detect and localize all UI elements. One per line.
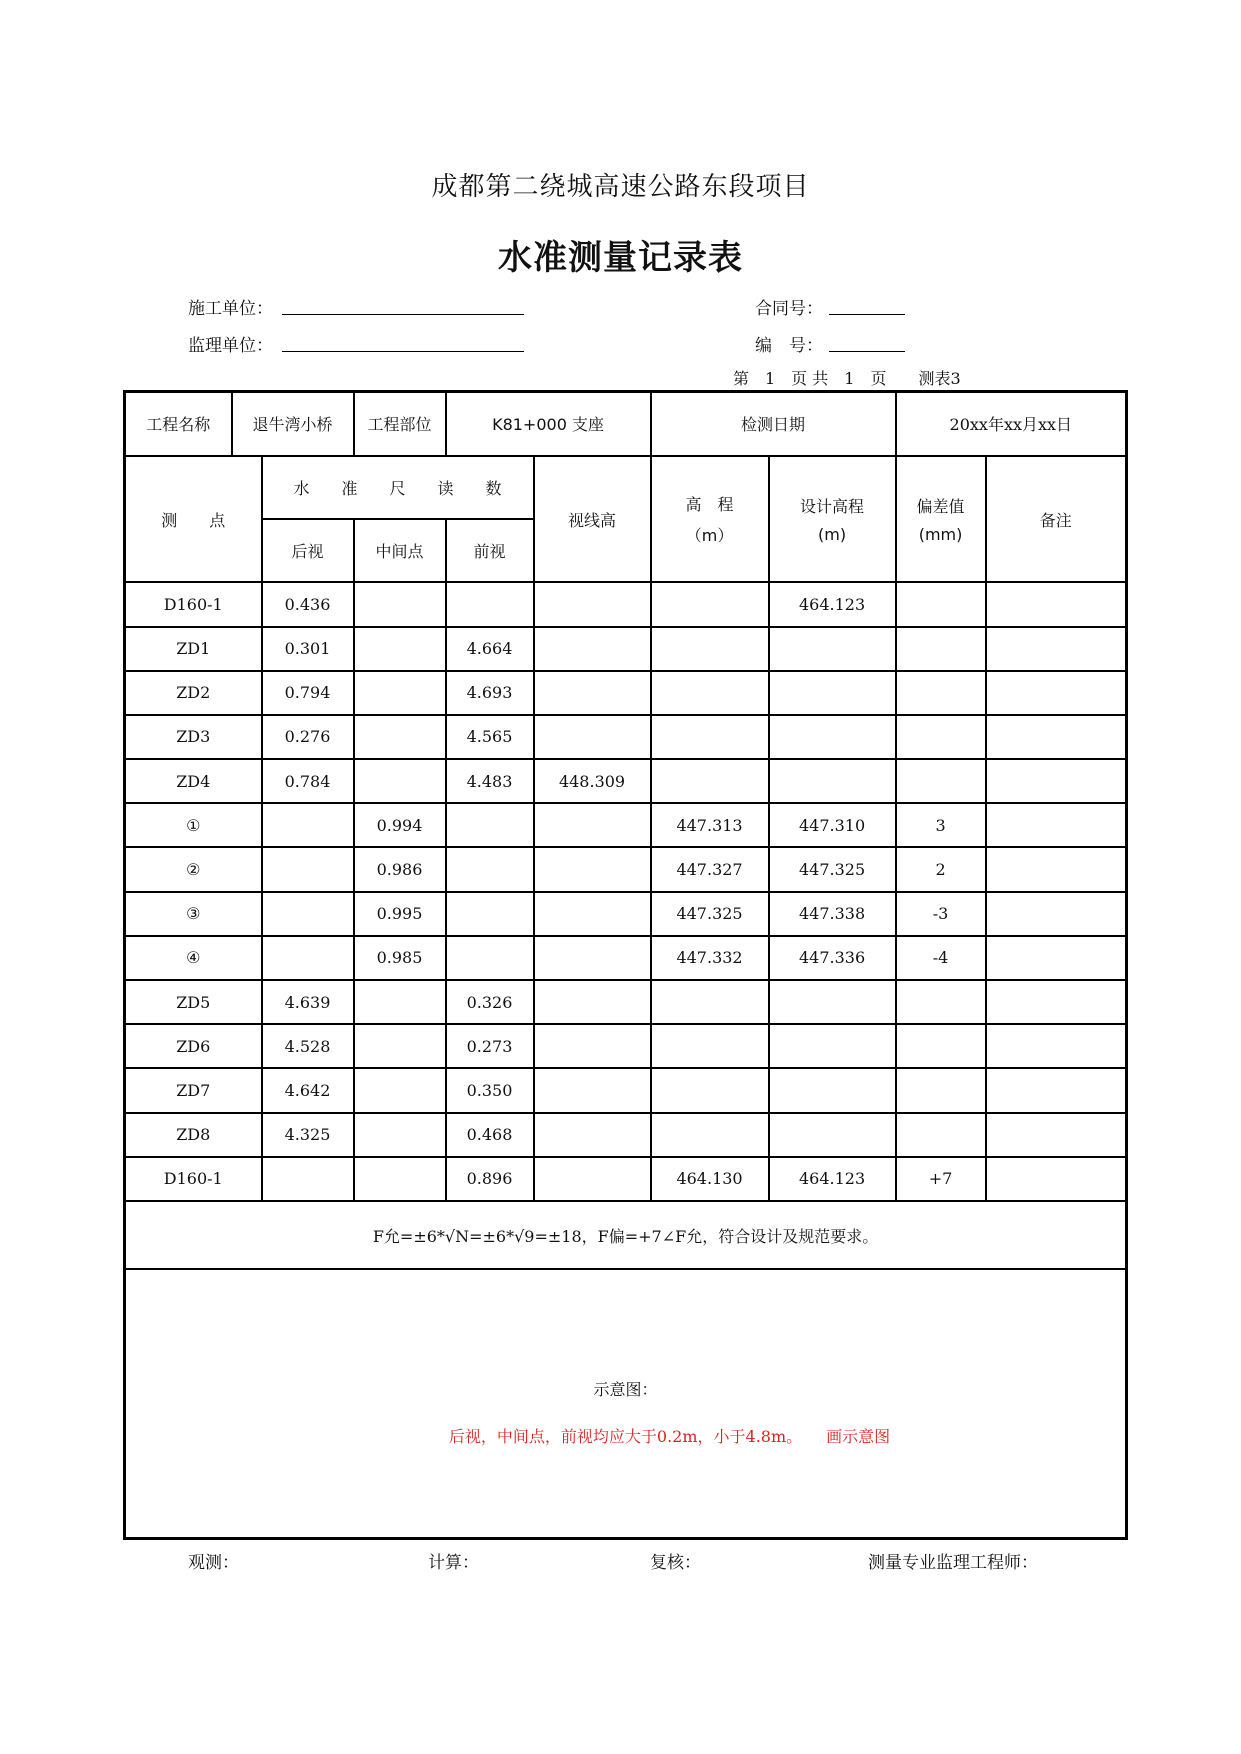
cell-intermediate (354, 671, 446, 715)
cell-deviation (896, 980, 986, 1024)
cell-elevation (651, 715, 769, 759)
cell-line-of-sight (534, 1113, 651, 1157)
cell-intermediate: 0.985 (354, 936, 446, 980)
cell-line-of-sight (534, 847, 651, 891)
cell-point: ZD3 (125, 715, 262, 759)
table-row (125, 1068, 1127, 1112)
col-elevation-label: 高 程 (685, 495, 734, 515)
cell-elevation: 447.325 (651, 892, 769, 936)
cell-elevation (651, 671, 769, 715)
cell-remark (986, 936, 1127, 980)
table-row (125, 627, 1127, 671)
cell-point: ZD1 (125, 627, 262, 671)
cell-remark (986, 980, 1127, 1024)
cell-remark (986, 803, 1127, 847)
cell-backsight: 4.528 (262, 1024, 354, 1068)
cell-elevation: 447.327 (651, 847, 769, 891)
table-row (125, 1113, 1127, 1157)
date-value: 20xx年xx月xx日 (896, 392, 1127, 456)
cell-intermediate: 0.986 (354, 847, 446, 891)
construction-unit-label: 施工单位： (188, 299, 273, 319)
cell-line-of-sight (534, 980, 651, 1024)
cell-foresight (446, 582, 534, 626)
col-level-reading: 水 准 尺 读 数 (262, 456, 534, 519)
cell-deviation (896, 715, 986, 759)
page-info: 第 1 页 共 1 页 测表3 (733, 369, 961, 388)
cell-intermediate: 0.994 (354, 803, 446, 847)
cell-remark (986, 892, 1127, 936)
cell-line-of-sight (534, 936, 651, 980)
cell-line-of-sight (534, 627, 651, 671)
cell-deviation: 3 (896, 803, 986, 847)
sketch-note: 后视，中间点，前视均应大于0.2m，小于4.8m。 画示意图 (448, 1426, 891, 1446)
cell-foresight: 0.273 (446, 1024, 534, 1068)
cell-deviation: -4 (896, 936, 986, 980)
cell-remark (986, 582, 1127, 626)
cell-backsight: 4.642 (262, 1068, 354, 1112)
cell-deviation (896, 582, 986, 626)
table-row (125, 715, 1127, 759)
cell-remark (986, 847, 1127, 891)
cell-design-elevation: 447.338 (769, 892, 896, 936)
cell-remark (986, 671, 1127, 715)
table-row (125, 892, 1127, 936)
cell-line-of-sight (534, 1157, 651, 1201)
cell-design-elevation: 464.123 (769, 1157, 896, 1201)
project-name-label: 工程名称 (125, 392, 232, 456)
cell-deviation: 2 (896, 847, 986, 891)
cell-line-of-sight (534, 892, 651, 936)
cell-backsight: 0.301 (262, 627, 354, 671)
project-name-value: 退牛湾小桥 (232, 392, 354, 456)
col-remark: 备注 (986, 456, 1127, 583)
calculator-signature-label: 计算： (428, 1553, 479, 1573)
date-label: 检测日期 (651, 392, 896, 456)
cell-backsight: 4.325 (262, 1113, 354, 1157)
cell-elevation (651, 1024, 769, 1068)
supervision-unit-label: 监理单位： (188, 336, 273, 356)
cell-deviation (896, 1024, 986, 1068)
cell-backsight (262, 936, 354, 980)
cell-backsight (262, 1157, 354, 1201)
cell-line-of-sight (534, 1068, 651, 1112)
serial-no-field[interactable] (829, 331, 905, 352)
cell-elevation: 447.313 (651, 803, 769, 847)
cell-point: D160-1 (125, 582, 262, 626)
part-value: K81+000 支座 (446, 392, 651, 456)
col-design-elevation-unit: (m) (818, 525, 847, 545)
cell-line-of-sight (534, 1024, 651, 1068)
cell-point: ZD8 (125, 1113, 262, 1157)
cell-design-elevation: 447.336 (769, 936, 896, 980)
cell-backsight: 0.436 (262, 582, 354, 626)
cell-deviation (896, 627, 986, 671)
serial-no-label: 编 号： (755, 336, 823, 356)
sketch-label: 示意图： (593, 1379, 658, 1399)
cell-design-elevation: 447.310 (769, 803, 896, 847)
cell-intermediate (354, 582, 446, 626)
cell-intermediate (354, 1024, 446, 1068)
cell-foresight: 0.326 (446, 980, 534, 1024)
cell-point: ZD5 (125, 980, 262, 1024)
cell-foresight: 4.565 (446, 715, 534, 759)
column-header-row-1 (125, 456, 1127, 519)
cell-line-of-sight (534, 671, 651, 715)
observer-signature-label: 观测： (188, 1553, 239, 1573)
cell-design-elevation (769, 715, 896, 759)
table-row (125, 980, 1127, 1024)
cell-point: ③ (125, 892, 262, 936)
cell-design-elevation: 464.123 (769, 582, 896, 626)
cell-deviation (896, 759, 986, 803)
cell-foresight: 4.693 (446, 671, 534, 715)
sketch-row (125, 1269, 1127, 1538)
closure-formula: F允=±6*√N=±6*√9=±18，F偏=+7∠F允，符合设计及规范要求。 (125, 1201, 1127, 1269)
cell-design-elevation (769, 1113, 896, 1157)
cell-backsight (262, 803, 354, 847)
cell-elevation (651, 980, 769, 1024)
cell-elevation: 464.130 (651, 1157, 769, 1201)
cell-deviation (896, 1113, 986, 1157)
col-intermediate: 中间点 (354, 519, 446, 582)
cell-backsight: 4.639 (262, 980, 354, 1024)
table-row (125, 671, 1127, 715)
cell-deviation (896, 671, 986, 715)
table-row (125, 803, 1127, 847)
cell-intermediate (354, 715, 446, 759)
checker-signature-label: 复核： (650, 1553, 701, 1573)
engineer-signature-label: 测量专业监理工程师： (868, 1553, 1038, 1573)
document-title: 水准测量记录表 (498, 238, 743, 278)
cell-intermediate (354, 1157, 446, 1201)
cell-line-of-sight: 448.309 (534, 759, 651, 803)
cell-point: ① (125, 803, 262, 847)
cell-point: D160-1 (125, 1157, 262, 1201)
cell-line-of-sight (534, 803, 651, 847)
cell-foresight (446, 847, 534, 891)
data-rows (125, 582, 1127, 1201)
cell-elevation (651, 759, 769, 803)
cell-foresight: 0.896 (446, 1157, 534, 1201)
cell-design-elevation (769, 1024, 896, 1068)
part-label: 工程部位 (354, 392, 446, 456)
cell-foresight (446, 936, 534, 980)
col-point: 测 点 (125, 456, 262, 583)
project-title: 成都第二绕城高速公路东段项目 (431, 172, 810, 202)
contract-no-field[interactable] (829, 294, 905, 315)
cell-line-of-sight (534, 715, 651, 759)
cell-intermediate (354, 759, 446, 803)
cell-foresight: 4.664 (446, 627, 534, 671)
table-row (125, 1157, 1127, 1201)
col-design-elevation (769, 456, 896, 583)
cell-design-elevation: 447.325 (769, 847, 896, 891)
cell-elevation (651, 1068, 769, 1112)
cell-point: ② (125, 847, 262, 891)
col-deviation-unit: (mm) (918, 525, 963, 545)
cell-elevation (651, 627, 769, 671)
table-row (125, 847, 1127, 891)
cell-point: ④ (125, 936, 262, 980)
cell-point: ZD7 (125, 1068, 262, 1112)
cell-intermediate (354, 627, 446, 671)
col-elevation (651, 456, 769, 583)
cell-design-elevation (769, 980, 896, 1024)
cell-remark (986, 1113, 1127, 1157)
construction-unit-field[interactable] (282, 294, 524, 315)
cell-point: ZD4 (125, 759, 262, 803)
col-line-of-sight: 视线高 (534, 456, 651, 583)
cell-foresight: 0.468 (446, 1113, 534, 1157)
cell-backsight: 0.784 (262, 759, 354, 803)
cell-remark (986, 759, 1127, 803)
col-deviation-label: 偏差值 (916, 497, 965, 517)
table-row (125, 759, 1127, 803)
cell-foresight: 4.483 (446, 759, 534, 803)
cell-point: ZD6 (125, 1024, 262, 1068)
cell-backsight (262, 892, 354, 936)
supervision-unit-field[interactable] (282, 331, 524, 352)
table-row (125, 582, 1127, 626)
cell-remark (986, 1068, 1127, 1112)
cell-elevation (651, 582, 769, 626)
cell-backsight: 0.794 (262, 671, 354, 715)
cell-design-elevation (769, 627, 896, 671)
cell-remark (986, 627, 1127, 671)
contract-no-label: 合同号： (755, 299, 823, 319)
leveling-record-table (123, 390, 1128, 1540)
col-design-elevation-label: 设计高程 (800, 497, 865, 517)
cell-remark (986, 715, 1127, 759)
col-deviation (896, 456, 986, 583)
cell-remark (986, 1024, 1127, 1068)
cell-elevation: 447.332 (651, 936, 769, 980)
project-info-row (125, 392, 1127, 456)
cell-intermediate (354, 1113, 446, 1157)
cell-line-of-sight (534, 582, 651, 626)
formula-row (125, 1201, 1127, 1269)
col-elevation-unit: （m） (685, 526, 734, 546)
table-row (125, 1024, 1127, 1068)
cell-intermediate (354, 980, 446, 1024)
cell-foresight (446, 803, 534, 847)
cell-deviation: +7 (896, 1157, 986, 1201)
cell-deviation: -3 (896, 892, 986, 936)
cell-deviation (896, 1068, 986, 1112)
cell-backsight (262, 847, 354, 891)
cell-backsight: 0.276 (262, 715, 354, 759)
cell-design-elevation (769, 759, 896, 803)
cell-foresight: 0.350 (446, 1068, 534, 1112)
cell-design-elevation (769, 1068, 896, 1112)
cell-intermediate (354, 1068, 446, 1112)
table-row (125, 936, 1127, 980)
cell-elevation (651, 1113, 769, 1157)
sketch-area[interactable] (125, 1269, 1127, 1538)
col-backsight: 后视 (262, 519, 354, 582)
cell-intermediate: 0.995 (354, 892, 446, 936)
col-foresight: 前视 (446, 519, 534, 582)
cell-point: ZD2 (125, 671, 262, 715)
cell-design-elevation (769, 671, 896, 715)
cell-foresight (446, 892, 534, 936)
cell-remark (986, 1157, 1127, 1201)
